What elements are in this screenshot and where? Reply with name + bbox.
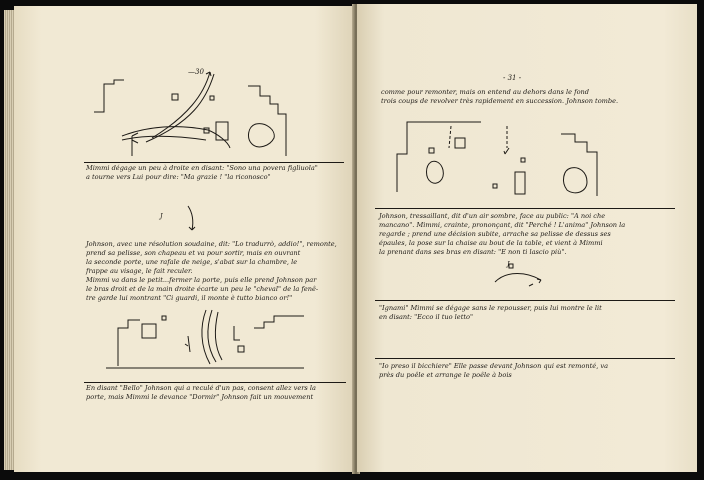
stage-sketch-small [487,258,557,292]
right-paragraph3-rule [375,358,675,359]
left-caption-rule [84,162,344,163]
right-paragraph1: Johnson, tressaillant, dit d'un air sombre, face au public: "A noi che mancano". Mimmi, crainte, prononçant, dit "Perché ! L'anima" Johnson la regarde ; prend une décision subite, arrache sa pelisse de dessus ses épaules, la pose sur la chaise au bout de la table, et vient à Mimmi la prenant dans ses bras en disant: "E non ti lascio più". [379,212,626,256]
stage-sketch-right [391,112,631,202]
left-page [14,6,356,472]
left-caption-top: Mimmi dégage un peu à droite en disant: "Sono una povera figliuola" a tourne vers Lui pour dire: "Ma grazie ! "la riconosco" [86,164,318,181]
stage-sketch-bottom [104,306,314,376]
direction-arrow-icon [182,204,202,234]
page-number: - 31 - [503,74,522,82]
left-paragraph: Johnson, avec une résolution soudaine, dit: "Lo tradurrò, addio!", remonte, prend sa pelisse, son chapeau et va pour sortir, mais en ouvrant la seconde porte, une rafale de neige, s'abat sur la chambre, le frappe au visage, le fait reculer. Mimmi va dans le petit...fermer la porte, puis elle prend Johnson par le bras droit et de la main droite écarte un peu le "cheval" de la fenê- tre garde lui montrant "Ci guardi, il monte è tutto bianco or!" [86,240,337,302]
left-caption-bottom: En disant "Bello" Johnson qui a reculé d'un pas, consent allez vers la porte, mais Mimmi le devance "Dormir" Johnson fait un mouvement [86,384,316,401]
left-caption-bottom-rule [84,382,346,383]
right-paragraph2: "Ignami" Mimmi se dégage sans le repousser, puis lui montre le lit en disant: "Ecco il tuo letto" [379,304,602,321]
svg-text:—30: —30 [188,68,204,76]
right-marker-mid: J [507,260,510,268]
right-paragraph2-rule [375,300,675,301]
right-paragraph1-rule [375,208,675,209]
right-paragraph3: "Io preso il bicchiere" Elle passe devant Johnson qui est remonté, va près du poêle et arrange le poêle à bois [379,362,609,379]
stage-sketch-top [88,64,298,159]
left-marker-top: J [160,212,163,220]
right-caption-top: comme pour remonter, mais on entend au dehors dans le fond trois coups de revolver très rapidement en succession. Johnson tombe. [381,88,619,105]
right-page [357,4,697,472]
